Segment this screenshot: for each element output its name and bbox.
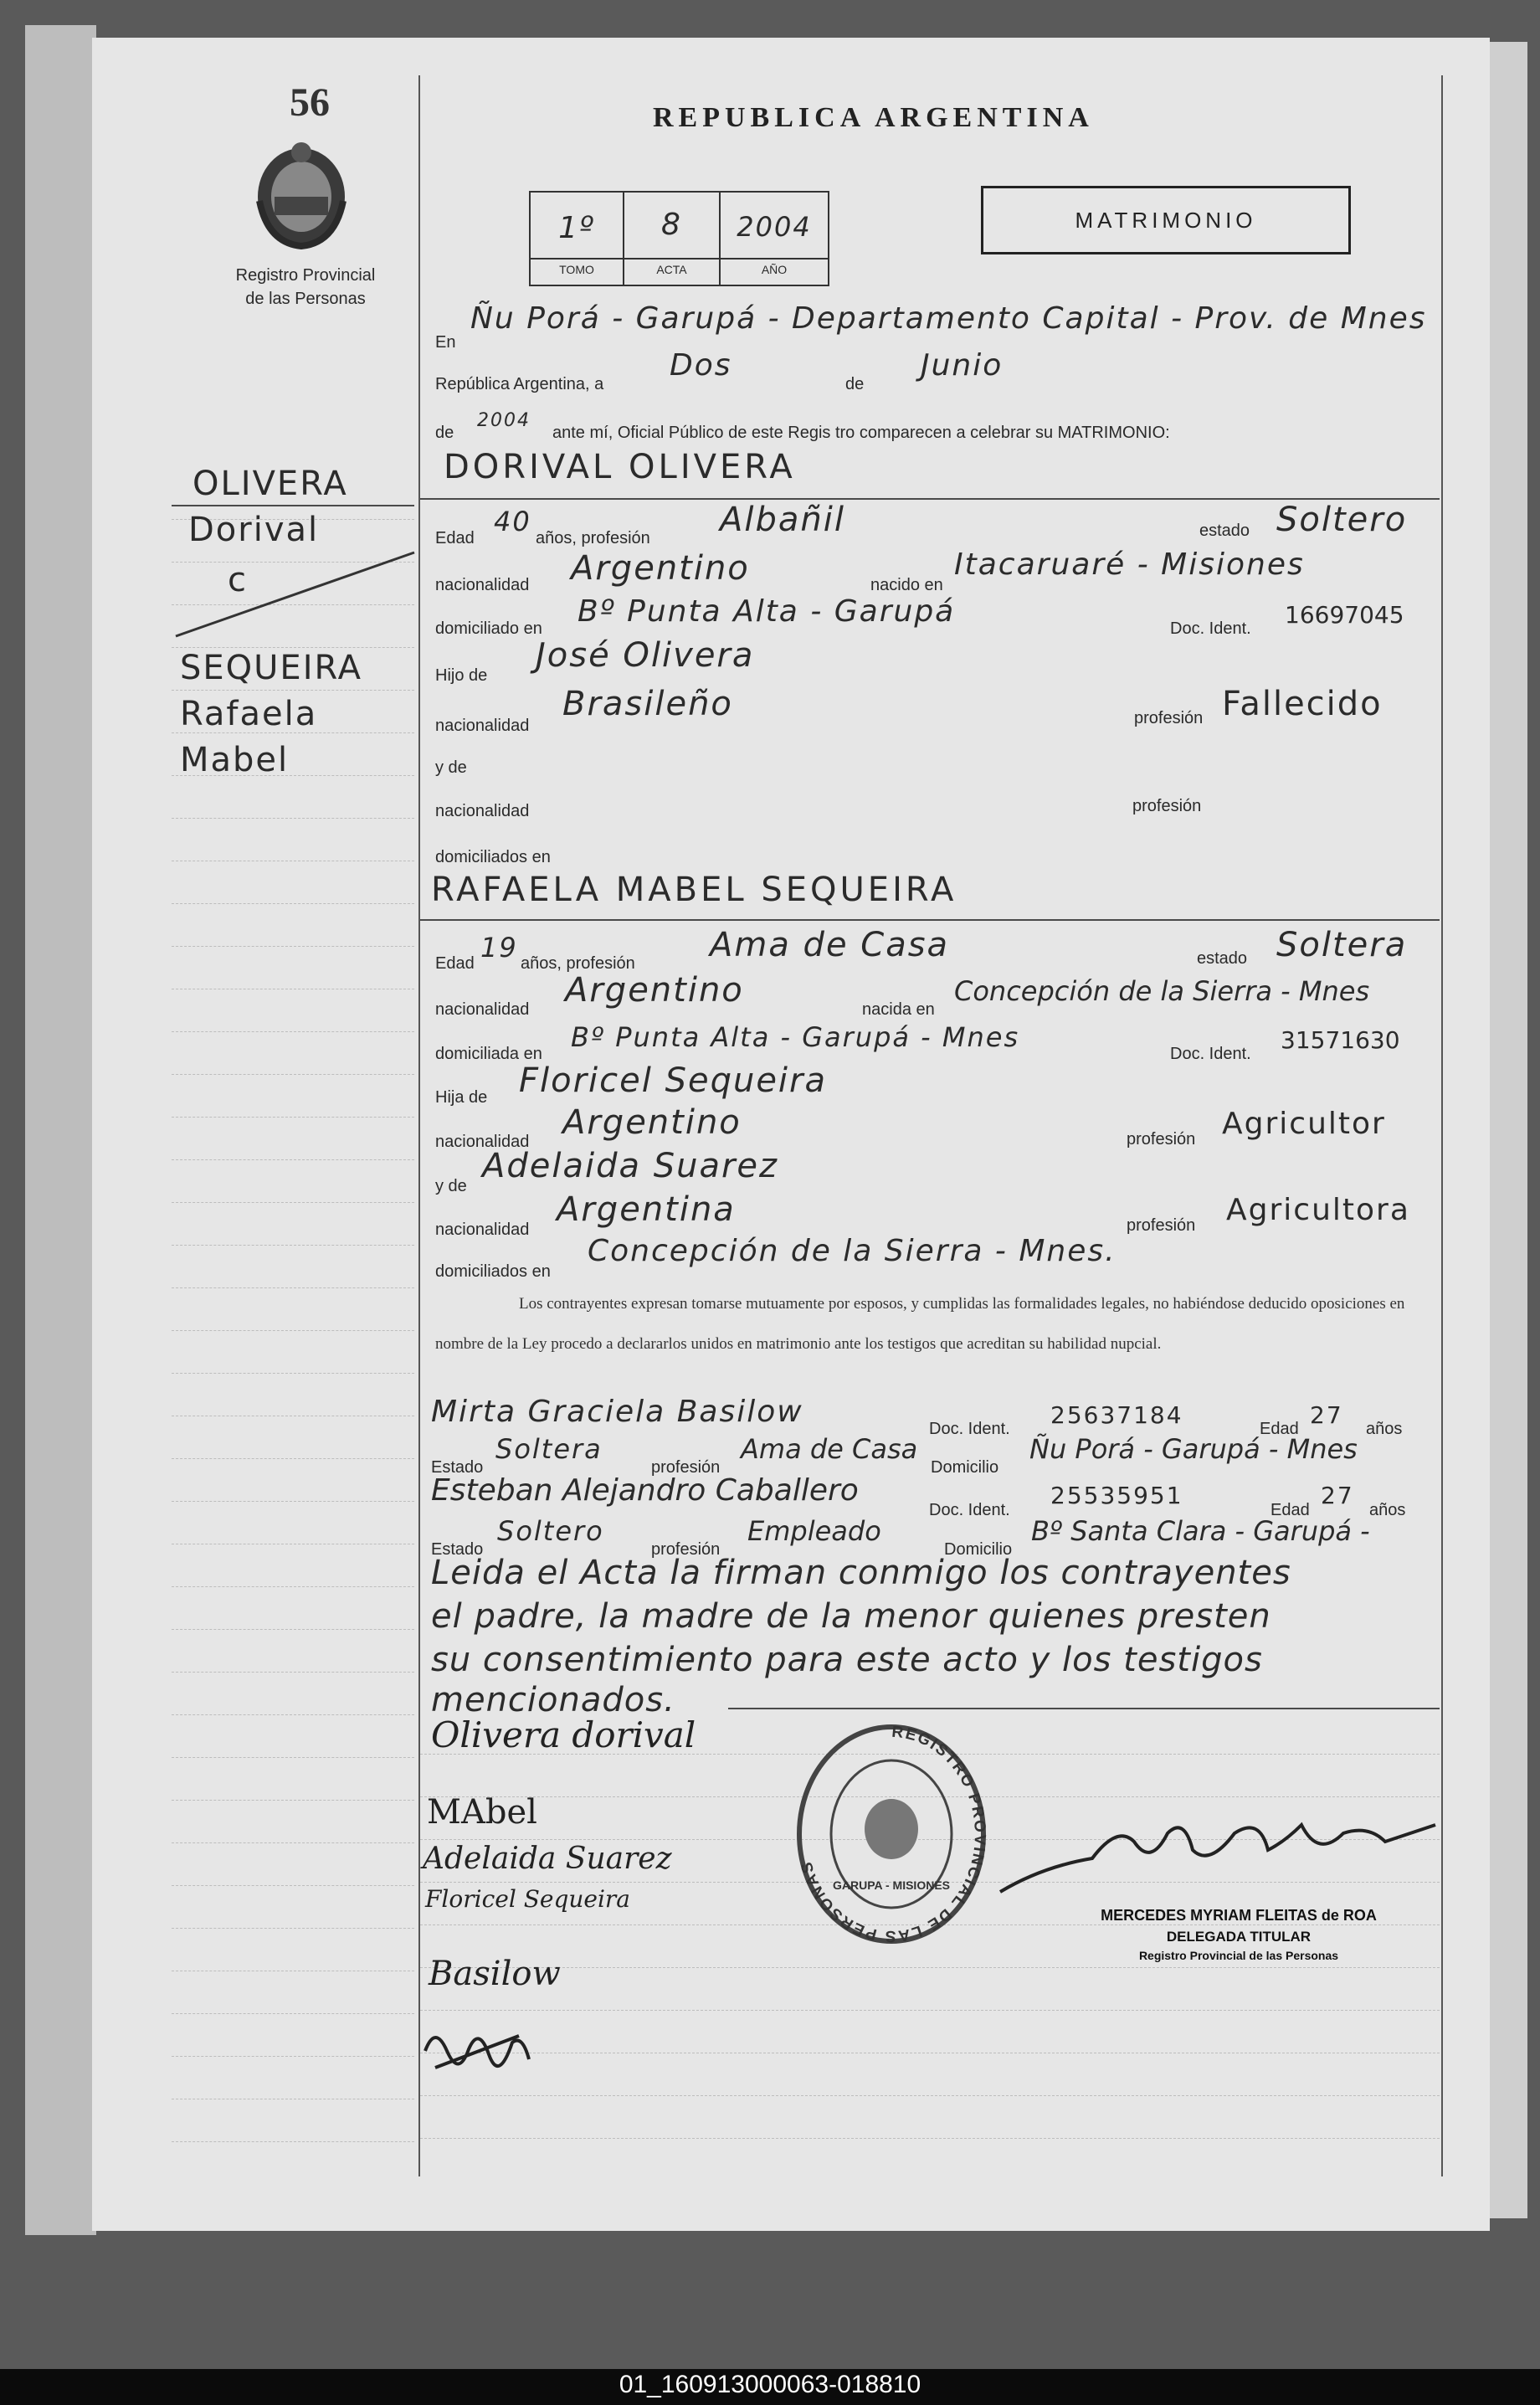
- bride-mother-prof-label: profesión: [1127, 1216, 1196, 1235]
- groom-father-label: Hijo de: [435, 666, 488, 685]
- groom-born: Itacaruaré - Misiones: [954, 547, 1305, 582]
- bride-doc: 31571630: [1281, 1026, 1400, 1054]
- witness-1-edad-label: Edad: [1260, 1420, 1299, 1438]
- groom-father-prof: Fallecido: [1222, 685, 1383, 723]
- bride-father: Floricel Sequeira: [519, 1061, 828, 1100]
- groom-father-prof-label: profesión: [1134, 709, 1204, 727]
- groom-father-nat: Brasileño: [562, 685, 733, 723]
- margin-line: [172, 1117, 414, 1118]
- bride-profession: Ama de Casa: [710, 926, 950, 964]
- witness-2-profession: Empleado: [747, 1515, 881, 1547]
- bride-mother: Adelaida Suarez: [482, 1147, 779, 1185]
- margin-line: [172, 1586, 414, 1587]
- bride-estado: Soltera: [1276, 926, 1408, 964]
- bride-father-prof-label: profesión: [1127, 1130, 1196, 1149]
- witness-1-dom-label: Domicilio: [931, 1458, 999, 1477]
- witness-2-dom-label: Domicilio: [944, 1540, 1013, 1559]
- year-line-text: ante mí, Oficial Público de este Regis tro comparecen a celebrar su MATRIMONIO:: [552, 424, 1170, 442]
- bride-doms-label: domiciliados en: [435, 1262, 551, 1281]
- signature-witness-1: Basilow: [429, 1955, 561, 1993]
- bride-mother-label: y de: [435, 1177, 467, 1195]
- margin-divider: [172, 544, 423, 645]
- witness-2-doc-label: Doc. Ident.: [929, 1501, 1010, 1519]
- year-value: 2004: [737, 211, 812, 243]
- margin-line: [172, 2056, 414, 2057]
- groom-mother-nac-label: nacionalidad: [435, 802, 530, 820]
- margin-line: [172, 1800, 414, 1801]
- margin-line: [172, 2013, 414, 2014]
- signature-witness-2-scribble: [418, 2017, 536, 2084]
- margin-given: Dorival: [188, 511, 320, 549]
- signature-line: [420, 2010, 1440, 2011]
- groom-doc: 16697045: [1285, 601, 1404, 629]
- section-rule: [420, 498, 1440, 500]
- date-prefix: República Argentina, a: [435, 375, 604, 393]
- margin-line: [172, 1245, 414, 1246]
- groom-nac-label: nacionalidad: [435, 576, 530, 594]
- margin-c: c: [228, 561, 248, 599]
- groom-estado: Soltero: [1276, 501, 1408, 539]
- bride-mother-nat: Argentina: [557, 1190, 736, 1229]
- groom-mother-prof-label: profesión: [1132, 797, 1202, 815]
- witness-1-name: Mirta Graciela Basilow: [431, 1395, 803, 1429]
- margin-bride-surname: SEQUEIRA: [180, 649, 363, 687]
- tomo-label: TOMO: [559, 263, 594, 276]
- margin-bride-second: Mabel: [180, 741, 290, 779]
- legal-text: Los contrayentes expresan tomarse mutuamente por esposos, y cumplidas las formalidades legales, no habiéndose deducido oposiciones en nombre de la Ley procedo a declararlos unidos en matrimonio ante los testigos que acreditan su habilidad nupcial.: [435, 1295, 1405, 1353]
- margin-line: [172, 690, 414, 691]
- witness-1-profession: Ama de Casa: [741, 1433, 918, 1465]
- margin-line: [172, 1202, 414, 1203]
- registry-line-2: de las Personas: [245, 290, 366, 308]
- bride-father-nat: Argentino: [562, 1103, 742, 1142]
- witness-2-prof-label: profesión: [651, 1540, 721, 1559]
- groom-anos-label: años, profesión: [536, 529, 650, 547]
- margin-line: [172, 1928, 414, 1929]
- margin-surname: OLIVERA: [192, 465, 348, 503]
- margin-line: [172, 946, 414, 947]
- witness-2-doc: 25535951: [1050, 1482, 1183, 1509]
- margin-line: [172, 1672, 414, 1673]
- stamp-ring-text: REGISTRO PROVINCIAL DE LAS PERSONAS: [797, 1723, 989, 1945]
- witness-1-anos-label: años: [1366, 1420, 1403, 1438]
- groom-address: Bº Punta Alta - Garupá: [578, 594, 956, 629]
- groom-age: 40: [494, 506, 531, 537]
- closing-line-4: mencionados.: [431, 1681, 675, 1719]
- margin-line: [172, 647, 414, 648]
- margin-line: [172, 1842, 414, 1843]
- bride-nac-label: nacionalidad: [435, 1000, 530, 1019]
- bride-mother-nac-label: nacionalidad: [435, 1220, 530, 1239]
- closing-line-3: su consentimiento para este acto y los testigos: [431, 1641, 1263, 1679]
- margin-line: [172, 818, 414, 819]
- bride-parents-address: Concepción de la Sierra - Mnes.: [588, 1234, 1116, 1268]
- groom-born-label: nacido en: [870, 576, 943, 594]
- groom-doms-label: domiciliados en: [435, 848, 551, 866]
- image-id: 01_160913000063-018810: [619, 2371, 921, 2398]
- official-name: MERCEDES MYRIAM FLEITAS de ROA: [1101, 1907, 1377, 1924]
- witness-1-domicilio: Ñu Porá - Garupá - Mnes: [1029, 1433, 1358, 1465]
- witness-2-age: 27: [1321, 1482, 1354, 1509]
- groom-father-nac-label: nacionalidad: [435, 717, 530, 735]
- margin-line: [172, 1031, 414, 1032]
- witness-1-age: 27: [1310, 1401, 1343, 1429]
- registry-stamp: [787, 1704, 996, 1971]
- doc-type-label: MATRIMONIO: [1075, 208, 1257, 233]
- margin-line: [172, 903, 414, 904]
- margin-underline: [172, 505, 414, 506]
- country-title: REPUBLICA ARGENTINA: [653, 102, 1094, 133]
- signature-line: [420, 2138, 1440, 2139]
- place-value: Ñu Porá - Garupá - Departamento Capital - Prov. de Mnes: [470, 301, 1427, 336]
- groom-profession: Albañil: [720, 501, 845, 539]
- witness-2-anos-label: años: [1369, 1501, 1406, 1519]
- official-title: DELEGADA TITULAR: [1166, 1929, 1312, 1945]
- official-signature: [992, 1808, 1444, 1900]
- year-line-value: 2004: [477, 410, 531, 431]
- witness-2-domicilio: Bº Santa Clara - Garupá -: [1031, 1515, 1370, 1547]
- margin-line: [172, 1330, 414, 1331]
- closing-line-2: el padre, la madre de la menor quienes presten: [431, 1597, 1271, 1636]
- margin-line: [172, 1458, 414, 1459]
- bride-name: RAFAELA MABEL SEQUEIRA: [431, 871, 957, 909]
- year-prefix: de: [435, 424, 454, 442]
- margin-line: [172, 1714, 414, 1715]
- signature-line: [420, 2095, 1440, 2096]
- witness-2-name: Esteban Alejandro Caballero: [431, 1473, 859, 1508]
- groom-nationality: Argentino: [571, 549, 750, 588]
- groom-mother-label: y de: [435, 758, 467, 777]
- year-label: AÑO: [761, 263, 788, 276]
- closing-line-1: Leida el Acta la firman conmigo los contrayentes: [431, 1554, 1291, 1592]
- acta-value: 8: [661, 208, 682, 242]
- bride-estado-label: estado: [1197, 949, 1248, 968]
- margin-line: [172, 1629, 414, 1630]
- bride-nationality: Argentino: [565, 971, 744, 1010]
- witness-1-doc-label: Doc. Ident.: [929, 1420, 1010, 1438]
- bride-age: 19: [480, 932, 518, 964]
- section-rule: [420, 919, 1440, 921]
- stamp-inner-text: GARUPA - MISIONES: [832, 1878, 951, 1892]
- bride-mother-prof: Agricultora: [1226, 1193, 1410, 1227]
- signature-bride: MAbel: [427, 1793, 537, 1832]
- date-day: Dos: [670, 348, 732, 383]
- margin-bride-given: Rafaela: [180, 695, 318, 733]
- doc-type-box: [981, 186, 1351, 254]
- right-binding: [1486, 42, 1527, 2218]
- margin-rule: [418, 75, 420, 2176]
- bride-father-prof: Agricultor: [1222, 1107, 1386, 1141]
- official-org: Registro Provincial de las Personas: [1138, 1949, 1339, 1962]
- witness-1-estado: Soltera: [495, 1433, 603, 1465]
- margin-line: [172, 2141, 414, 2142]
- margin-line: [172, 1501, 414, 1502]
- groom-estado-label: estado: [1199, 522, 1250, 540]
- witness-2-edad-label: Edad: [1270, 1501, 1310, 1519]
- tomo-value: 1º: [558, 211, 595, 245]
- bride-father-nac-label: nacionalidad: [435, 1133, 530, 1151]
- margin-line: [172, 1757, 414, 1758]
- date-month: Junio: [921, 348, 1004, 383]
- place-label: En: [435, 333, 456, 352]
- signature-groom: Olivera dorival: [431, 1714, 696, 1755]
- groom-doc-label: Doc. Ident.: [1170, 619, 1251, 638]
- witness-1-estado-label: Estado: [431, 1458, 484, 1477]
- margin-line: [172, 1074, 414, 1075]
- acta-label: ACTA: [656, 263, 687, 276]
- signature-mother: Adelaida Suarez: [423, 1842, 672, 1876]
- witness-1-prof-label: profesión: [651, 1458, 721, 1477]
- bride-edad-label: Edad: [435, 954, 475, 973]
- bride-father-label: Hija de: [435, 1088, 488, 1107]
- registry-line-1: Registro Provincial: [235, 266, 376, 285]
- left-page-edge: [25, 25, 96, 2235]
- witness-2-estado: Soltero: [497, 1515, 604, 1547]
- bride-doc-label: Doc. Ident.: [1170, 1045, 1251, 1063]
- groom-name: DORIVAL OLIVERA: [444, 448, 796, 486]
- margin-line: [172, 1159, 414, 1160]
- page-number: 56: [290, 80, 330, 125]
- bride-dom-label: domiciliada en: [435, 1045, 542, 1063]
- coat-of-arms-icon: [251, 134, 352, 251]
- groom-edad-label: Edad: [435, 529, 475, 547]
- bride-born-label: nacida en: [862, 1000, 935, 1019]
- groom-father: José Olivera: [536, 636, 755, 675]
- witness-2-estado-label: Estado: [431, 1540, 484, 1559]
- witness-1-doc: 25637184: [1050, 1401, 1183, 1429]
- margin-line: [172, 1373, 414, 1374]
- bride-born: Concepción de la Sierra - Mnes: [954, 975, 1370, 1007]
- signature-father: Floricel Sequeira: [425, 1885, 630, 1913]
- bride-anos-label: años, profesión: [521, 954, 635, 973]
- date-de: de: [845, 375, 865, 393]
- tomo-acta-box: [529, 191, 829, 286]
- margin-line: [172, 1287, 414, 1288]
- margin-line: [172, 1885, 414, 1886]
- groom-dom-label: domiciliado en: [435, 619, 542, 638]
- bride-address: Bº Punta Alta - Garupá - Mnes: [571, 1021, 1020, 1053]
